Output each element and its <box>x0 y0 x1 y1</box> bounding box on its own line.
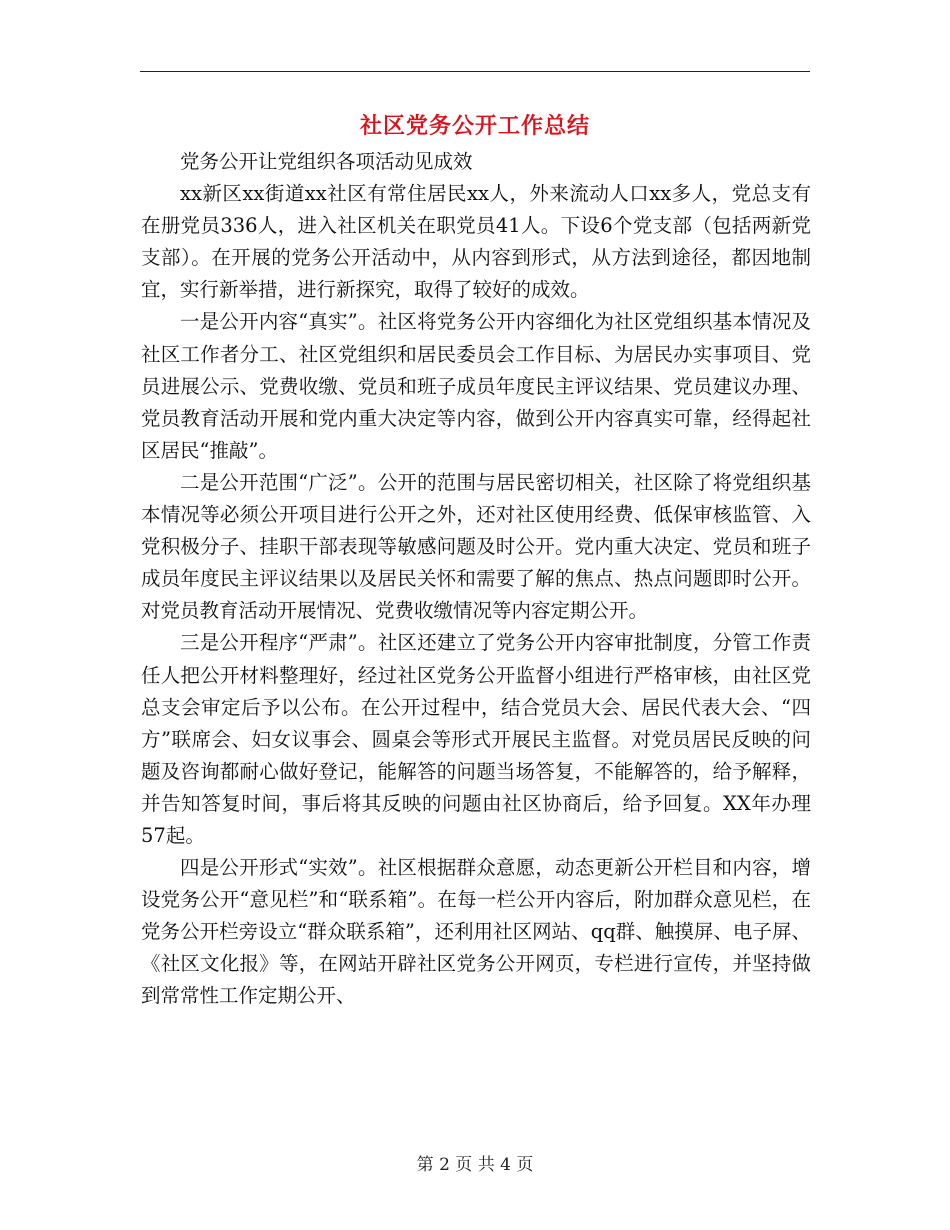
subtitle-paragraph: 党务公开让党组织各项活动见成效 <box>180 150 473 173</box>
procedure-paragraph: 三是公开程序“严肃”。社区还建立了党务公开内容审批制度，分管工作责任人把公开材料整理好，经过社区党务公开监督小组进行严格审核，由社区党总支会审定后予以公布。在公开过程中，结合党员大会、居民代表大会、“四方”联席会、妇女议事会、圆桌会等形式开展民主监督。对党员居民反映的问题及咨询都耐心做好登记，能解答的问题当场答复，不能解答的，给予解释，并告知答复时间，事后将其反映的问题由社区协商后，给予回复。XX年办理57起。 <box>141 631 811 847</box>
form-paragraph: 四是公开形式“实效”。社区根据群众意愿，动态更新公开栏目和内容，增设党务公开“意见栏”和“联系箱”。在每一栏公开内容后，附加群众意见栏，在党务公开栏旁设立“群众联系箱”，还利用社区网站、qq群、触摸屏、电子屏、《社区文化报》等，在网站开辟社区党务公开网页，专栏进行宣传，并坚持做到常常性工作定期公开、 <box>141 856 811 1008</box>
document-body <box>141 146 811 1013</box>
content-paragraph: 一是公开内容“真实”。社区将党务公开内容细化为社区党组织基本情况及社区工作者分工、社区党组织和居民委员会工作目标、为居民办实事项目、党员进展公示、党费收缴、党员和班子成员年度民主评议结果、党员建议办理、党员教育活动开展和党内重大决定等内容，做到公开内容真实可靠，经得起社区居民“推敲”。 <box>141 310 811 462</box>
page-footer: 第 2 页 共 4 页 <box>416 1155 534 1175</box>
intro-paragraph: xx新区xx街道xx社区有常住居民xx人，外来流动人口xx多人，党总支有在册党员336人，进入社区机关在职党员41人。下设6个党支部（包括两新党支部）。在开展的党务公开活动中，从内容到形式，从方法到途径，都因地制宜，实行新举措，进行新探究，取得了较好的成效。 <box>141 182 811 302</box>
header-rule <box>140 71 810 72</box>
document-title: 社区党务公开工作总结 <box>359 113 590 139</box>
scope-paragraph: 二是公开范围“广泛”。公开的范围与居民密切相关，社区除了将党组织基本情况等必须公开项目进行公开之外，还对社区使用经费、低保审核监管、入党积极分子、挂职干部表现等敏感问题及时公开。党内重大决定、党员和班子成员年度民主评议结果以及居民关怀和需要了解的焦点、热点问题即时公开。对党员教育活动开展情况、党费收缴情况等内容定期公开。 <box>141 470 811 623</box>
